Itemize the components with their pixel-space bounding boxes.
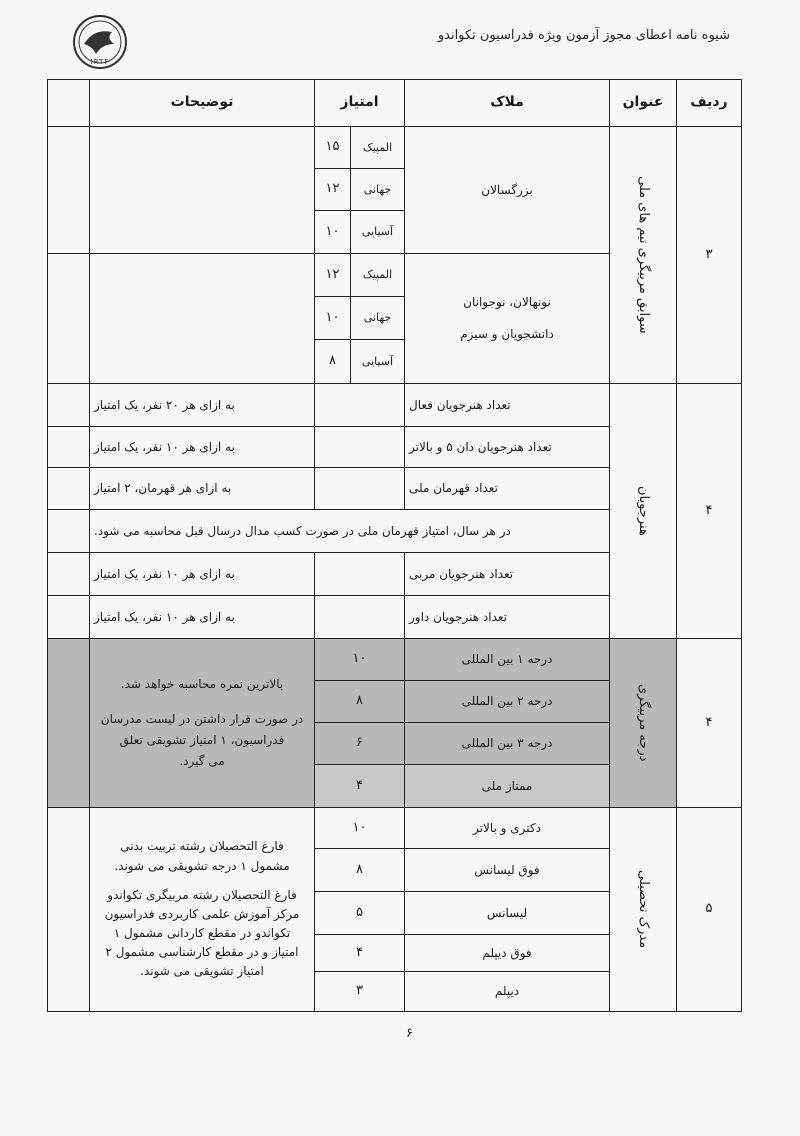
section4a-title-text: هنرجویان [636, 486, 652, 536]
level-cell: جهانی [350, 296, 405, 340]
section4b-row-no: ۴ [676, 638, 742, 808]
criterion-cell: تعداد هنرجویان داور [404, 595, 610, 639]
criterion-cell: درجه ۳ بین المللی [404, 722, 610, 765]
section5-row-no: ۵ [676, 807, 742, 1012]
score-cell: ۱۰ [314, 210, 351, 254]
criterion-cell: درجه ۲ بین المللی [404, 680, 610, 723]
header-row-no: ردیف [676, 79, 742, 127]
criterion-cell: فوق لیسانس [404, 848, 610, 892]
section4a-title [609, 383, 677, 639]
criterion-cell: تعداد هنرجویان دان ۵ و بالاتر [404, 426, 610, 468]
section5-note-line: مشمول ۱ درجه تشویقی می شوند. [114, 858, 290, 873]
score-cell [314, 552, 405, 596]
blank-cell [47, 638, 90, 808]
section4a-row-no: ۴ [676, 383, 742, 639]
description-cell: به ازای هر ۱۰ نفر، یک امتیاز [89, 426, 315, 468]
level-cell: المپیک [350, 126, 405, 169]
section5-notes [89, 807, 315, 1012]
section5-note-line: مرکز آموزش علمی کاربردی فدراسیون [104, 906, 300, 921]
score-cell: ۵ [314, 891, 405, 935]
section3-criterion-youth-line1: نونهالان، نوجوانان [463, 295, 551, 310]
description-cell: به ازای هر ۱۰ نفر، یک امتیاز [89, 595, 315, 639]
section5-title-text: مدرک تحصیلی [636, 870, 652, 949]
blank-cell [47, 552, 90, 596]
score-cell: ۴ [314, 934, 405, 972]
section3-criterion-youth-line2: دانشجویان و سیزم [460, 326, 554, 341]
logo-text: IRTF [90, 58, 110, 66]
section5-note-line: امتیاز تشویقی می شوند. [140, 964, 264, 979]
description-cell [89, 253, 315, 384]
score-cell [314, 595, 405, 639]
section5-note-line: تکواندو در مقطع کاردانی مشمول ۱ [113, 926, 291, 941]
score-cell [314, 467, 405, 510]
blank-cell [47, 253, 90, 384]
section5-title [609, 807, 677, 1012]
section4b-note-line: فدراسیون، ۱ امتیاز تشویقی تعلق [119, 733, 285, 747]
level-cell: المپیک [350, 253, 405, 297]
criterion-cell: فوق دیپلم [404, 934, 610, 972]
section3-row-no: ۳ [676, 126, 742, 384]
description-cell: به ازای هر قهرمان، ۲ امتیاز [89, 467, 315, 510]
section4b-note-line: بالاترین نمره محاسبه خواهد شد. [120, 677, 284, 691]
header-blank [47, 79, 90, 127]
score-cell: ۶ [314, 722, 405, 765]
criterion-cell: تعداد هنرجویان مربی [404, 552, 610, 596]
criterion-cell: درجه ۱ بین المللی [404, 638, 610, 681]
score-cell: ۸ [314, 680, 405, 723]
section4b-title [609, 638, 677, 808]
level-cell: آسیایی [350, 210, 405, 254]
score-cell [314, 426, 405, 468]
section3-criterion-adults: بزرگسالان [404, 126, 610, 254]
page-number: ۶ [406, 1026, 413, 1041]
section4b-note-line: می گیرد. [179, 754, 225, 768]
description-cell: به ازای هر ۱۰ نفر، یک امتیاز [89, 552, 315, 596]
section4b-note-line: در صورت قرار داشتن در لیست مدرسان [100, 712, 304, 726]
blank-cell [47, 595, 90, 639]
level-cell: جهانی [350, 168, 405, 211]
section5-note-line: فارغ التحصیلان رشته تربیت بدنی [120, 839, 284, 854]
score-cell: ۱۰ [314, 638, 405, 681]
score-cell: ۱۰ [314, 807, 405, 849]
blank-cell [47, 383, 90, 427]
blank-cell [47, 807, 90, 1012]
score-cell [314, 383, 405, 427]
score-cell: ۳ [314, 971, 405, 1012]
criterion-cell: تعداد هنرجویان فعال [404, 383, 610, 427]
description-cell: به ازای هر ۲۰ نفر، یک امتیاز [89, 383, 315, 427]
score-cell: ۱۲ [314, 253, 351, 297]
criterion-cell: ممتاز ملی [404, 764, 610, 808]
header-title: عنوان [609, 79, 677, 127]
section4b-title-text: درجه مربیگری [636, 684, 652, 762]
score-cell: ۸ [314, 339, 351, 384]
level-cell: آسیایی [350, 339, 405, 384]
header-score: امتیاز [314, 79, 405, 127]
section5-note-line: امتیاز و در مقطع کارشناسی مشمول ۲ [105, 945, 299, 960]
section3-title [609, 126, 677, 384]
description-cell [89, 126, 315, 254]
section3-title-text: سوابق مربیگری تیم های ملی [636, 176, 652, 334]
header-criterion: ملاک [404, 79, 610, 127]
blank-cell [47, 426, 90, 468]
page-title: شیوه نامه اعطای مجوز آزمون ویژه فدراسیون تکواندو [437, 28, 730, 43]
criterion-cell: لیسانس [404, 891, 610, 935]
blank-cell [47, 126, 90, 254]
score-cell: ۱۲ [314, 168, 351, 211]
section5-note-line: فارغ التحصیلان رشته مربیگری تکواندو [107, 887, 297, 902]
score-cell: ۸ [314, 848, 405, 892]
criterion-cell: تعداد قهرمان ملی [404, 467, 610, 510]
section4b-notes [89, 638, 315, 808]
section4a-note: در هر سال، امتیاز قهرمان ملی در صورت کسب مدال درسال قبل محاسبه می شود. [89, 509, 610, 553]
criterion-cell: دکتری و بالاتر [404, 807, 610, 849]
score-cell: ۱۵ [314, 126, 351, 169]
score-cell: ۴ [314, 764, 405, 808]
section3-criterion-youth [404, 253, 610, 384]
criterion-cell: دیپلم [404, 971, 610, 1012]
header-description: توضیحات [89, 79, 315, 127]
blank-cell [47, 509, 90, 553]
score-cell: ۱۰ [314, 296, 351, 340]
blank-cell [47, 467, 90, 510]
